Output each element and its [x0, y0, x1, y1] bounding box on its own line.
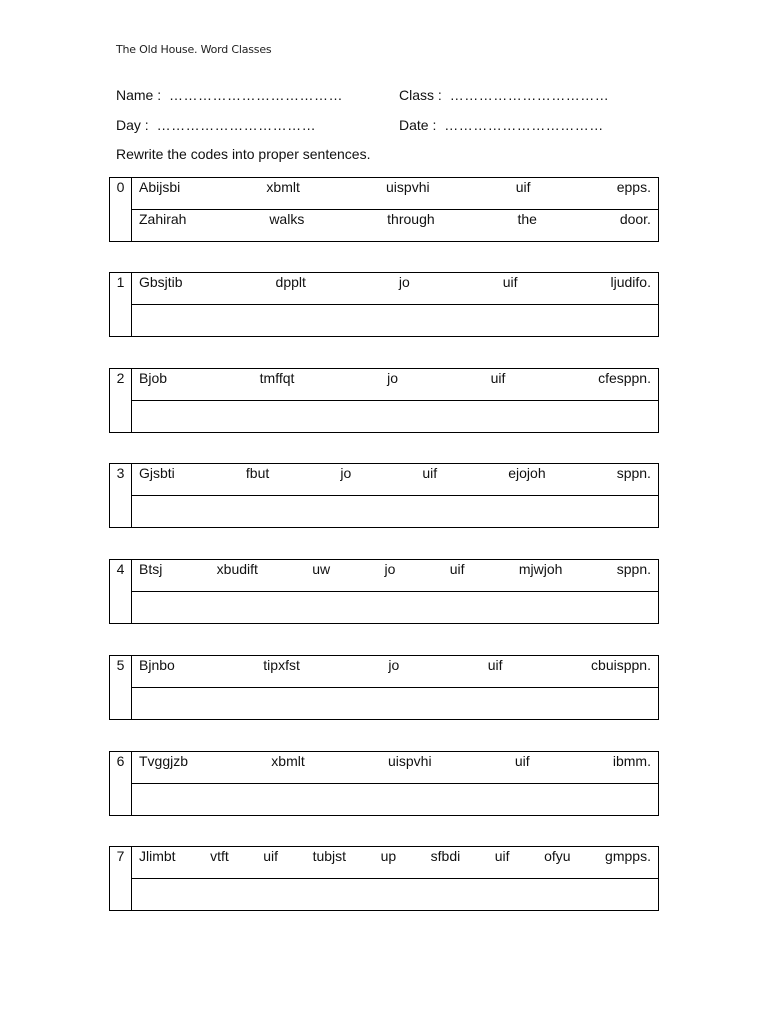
- code-word: uispvhi: [387, 753, 432, 769]
- code-word: uif: [422, 465, 438, 481]
- code-word: uif: [514, 753, 530, 769]
- code-word: Gjsbti: [139, 465, 175, 481]
- exercise-box: [109, 272, 659, 337]
- code-word: ejojoh: [508, 465, 546, 481]
- code-sentence-row: [132, 178, 658, 210]
- code-sentence-row: [132, 369, 658, 401]
- name-field[interactable]: [116, 87, 343, 103]
- exercise-number: 7: [110, 847, 132, 910]
- answer-word: through: [387, 211, 435, 227]
- code-word: sppn.: [616, 465, 651, 481]
- code-word: Tvggjzb: [139, 753, 189, 769]
- code-word: sfbdi: [430, 848, 461, 864]
- code-word: mjwjoh: [518, 561, 563, 577]
- answer-row[interactable]: [132, 496, 658, 527]
- code-sentence-row: [132, 560, 658, 592]
- code-word: xbmlt: [271, 753, 305, 769]
- date-label: Date :: [399, 117, 437, 133]
- exercise-body: [132, 273, 658, 336]
- code-word: fbut: [245, 465, 270, 481]
- exercise-body: [132, 369, 658, 432]
- answer-row[interactable]: [132, 210, 658, 241]
- code-word: ibmm.: [612, 753, 651, 769]
- code-word: ljudifo.: [610, 274, 651, 290]
- code-word: jo: [340, 465, 352, 481]
- code-word: tubjst: [312, 848, 347, 864]
- exercise-box: [109, 559, 659, 624]
- code-sentence-row: [132, 464, 658, 496]
- exercise-number: 6: [110, 752, 132, 815]
- day-field[interactable]: [116, 117, 316, 133]
- code-word: jo: [388, 657, 400, 673]
- code-word: dpplt: [275, 274, 306, 290]
- code-word: cbuisppn.: [591, 657, 651, 673]
- code-word: uif: [494, 848, 510, 864]
- day-dots: ……………………………: [156, 117, 317, 133]
- exercise-body: [132, 752, 658, 815]
- code-word: epps.: [616, 179, 651, 195]
- code-word: uw: [312, 561, 331, 577]
- code-word: uif: [487, 657, 503, 673]
- code-word: Gbsjtib: [139, 274, 183, 290]
- document-title: The Old House. Word Classes: [116, 43, 272, 56]
- exercise-body: [132, 560, 658, 623]
- exercise-number: 5: [110, 656, 132, 719]
- answer-row[interactable]: [132, 401, 658, 432]
- day-label: Day :: [116, 117, 149, 133]
- answer-row[interactable]: [132, 305, 658, 336]
- answer-word: walks: [269, 211, 305, 227]
- code-word: uif: [449, 561, 465, 577]
- answer-word: Zahirah: [139, 211, 187, 227]
- exercise-box: [109, 177, 659, 242]
- code-word: up: [380, 848, 397, 864]
- code-word: Abijsbi: [139, 179, 181, 195]
- code-word: jo: [398, 274, 410, 290]
- answer-row[interactable]: [132, 592, 658, 623]
- exercise-body: [132, 656, 658, 719]
- exercise-box: [109, 751, 659, 816]
- code-word: Btsj: [139, 561, 163, 577]
- name-dots: ………………………………: [169, 87, 344, 103]
- exercise-number: 0: [110, 178, 132, 241]
- code-word: uif: [263, 848, 279, 864]
- answer-row[interactable]: [132, 879, 658, 910]
- exercise-number: 3: [110, 464, 132, 527]
- code-word: ofyu: [544, 848, 571, 864]
- exercise-body: [132, 178, 658, 241]
- code-word: vtft: [210, 848, 229, 864]
- code-word: sppn.: [616, 561, 651, 577]
- answer-row[interactable]: [132, 784, 658, 815]
- exercise-body: [132, 847, 658, 910]
- exercise-box: [109, 463, 659, 528]
- code-sentence-row: [132, 273, 658, 305]
- exercise-box: [109, 368, 659, 433]
- code-sentence-row: [132, 656, 658, 688]
- code-word: uif: [490, 370, 506, 386]
- answer-word: door.: [619, 211, 651, 227]
- answer-word: the: [517, 211, 537, 227]
- class-label: Class :: [399, 87, 442, 103]
- code-word: gmpps.: [605, 848, 651, 864]
- date-dots: ……………………………: [444, 117, 604, 133]
- code-word: uif: [515, 179, 531, 195]
- exercise-box: [109, 846, 659, 911]
- code-word: Bjob: [139, 370, 168, 386]
- code-word: xbmlt: [266, 179, 300, 195]
- code-word: jo: [384, 561, 396, 577]
- code-sentence-row: [132, 752, 658, 784]
- exercise-body: [132, 464, 658, 527]
- code-sentence-row: [132, 847, 658, 879]
- code-word: Bjnbo: [139, 657, 175, 673]
- code-word: tipxfst: [263, 657, 300, 673]
- instruction-text: Rewrite the codes into proper sentences.: [116, 146, 371, 162]
- exercise-box: [109, 655, 659, 720]
- name-label: Name :: [116, 87, 162, 103]
- code-word: xbudift: [216, 561, 258, 577]
- code-word: Jlimbt: [139, 848, 176, 864]
- class-field[interactable]: [399, 87, 609, 103]
- exercise-number: 2: [110, 369, 132, 432]
- code-word: uispvhi: [386, 179, 430, 195]
- code-word: jo: [387, 370, 398, 386]
- code-word: tmffqt: [259, 370, 295, 386]
- exercise-number: 4: [110, 560, 132, 623]
- exercise-number: 1: [110, 273, 132, 336]
- code-word: uif: [502, 274, 518, 290]
- answer-row[interactable]: [132, 688, 658, 719]
- code-word: cfesppn.: [598, 370, 651, 386]
- date-field[interactable]: [399, 117, 604, 133]
- class-dots: ……………………………: [449, 87, 610, 103]
